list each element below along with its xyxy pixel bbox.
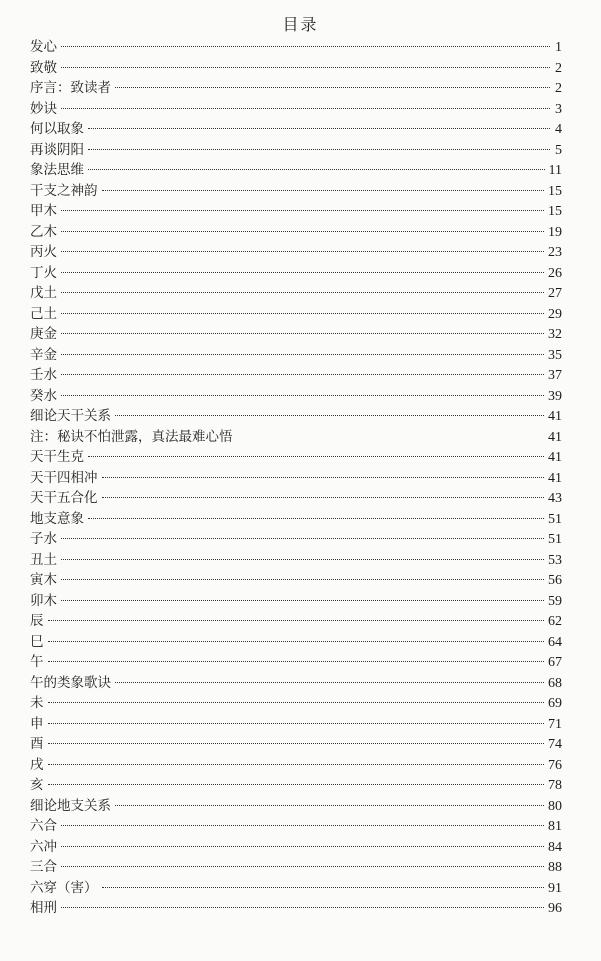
toc-entry-page-number: 62 — [548, 614, 562, 629]
toc-leader-dots — [115, 415, 544, 416]
toc-leader-dots — [61, 272, 544, 273]
toc-entry-page-number: 43 — [548, 491, 562, 506]
toc-entry-page-number: 26 — [548, 265, 562, 281]
toc-entry-label: 丑土 — [30, 551, 57, 568]
toc-entry — [30, 263, 562, 284]
toc-entry-page-number: 59 — [548, 593, 562, 609]
toc-leader-dots — [48, 641, 545, 642]
toc-entry-label: 甲木 — [30, 203, 57, 219]
toc-leader-dots — [61, 866, 544, 867]
toc-leader-dots — [61, 600, 544, 601]
toc-leader-dots — [102, 477, 545, 478]
toc-leader-dots — [61, 395, 544, 396]
toc-entry-label: 细论天干关系 — [30, 408, 111, 424]
toc-entry-label: 申 — [30, 715, 44, 732]
toc-entry-label: 辰 — [30, 613, 44, 629]
toc-entry — [30, 242, 562, 263]
toc-entry — [30, 181, 562, 202]
toc-entry — [30, 99, 562, 120]
toc-entry — [30, 734, 562, 755]
toc-entry — [30, 591, 562, 612]
toc-entry — [30, 37, 562, 58]
toc-entry-label: 寅木 — [30, 572, 57, 588]
toc-leader-dots — [61, 354, 544, 355]
toc-leader-dots — [61, 292, 544, 293]
toc-entry-page-number: 96 — [548, 901, 562, 916]
toc-leader-dots — [48, 743, 545, 744]
toc-leader-dots — [115, 87, 550, 88]
toc-entry-label: 丁火 — [30, 264, 57, 281]
toc-entry-label: 丙火 — [30, 244, 57, 260]
toc-entry — [30, 140, 562, 161]
toc-entry-page-number: 84 — [548, 839, 562, 855]
toc-entry — [30, 283, 562, 304]
toc-leader-dots — [102, 190, 545, 191]
toc-leader-dots — [61, 559, 544, 560]
toc-entry — [30, 509, 562, 530]
toc-leader-dots — [61, 231, 544, 232]
toc-entry-label: 象法思维 — [30, 162, 84, 178]
toc-entry-page-number: 74 — [548, 737, 562, 752]
toc-title: 目录 — [282, 15, 319, 34]
toc-entry-label: 妙诀 — [30, 100, 57, 117]
toc-entry-page-number: 88 — [548, 860, 562, 875]
toc-leader-dots — [61, 825, 544, 826]
toc-leader-dots — [61, 67, 550, 68]
toc-entry — [30, 714, 562, 735]
toc-entry — [30, 570, 562, 591]
toc-entry-label: 干支之神韵 — [30, 182, 98, 199]
toc-leader-dots — [88, 128, 550, 129]
toc-entry — [30, 406, 562, 427]
toc-entry-label: 子水 — [30, 531, 57, 547]
toc-entry-label: 戊土 — [30, 285, 57, 301]
toc-entry-page-number: 76 — [548, 757, 562, 773]
toc-entry-page-number: 11 — [548, 163, 562, 178]
toc-entry-label: 己土 — [30, 305, 57, 322]
toc-entry — [30, 529, 562, 550]
toc-entry — [30, 58, 562, 79]
toc-entry-label: 六合 — [30, 818, 57, 834]
toc-entry-page-number: 68 — [548, 675, 562, 691]
toc-entry-page-number: 41 — [548, 470, 562, 486]
toc-leader-dots — [61, 46, 550, 47]
toc-entry-label: 巳 — [30, 633, 44, 650]
toc-leader-dots — [88, 518, 544, 519]
toc-entry — [30, 632, 562, 653]
toc-entry-page-number: 3 — [555, 101, 562, 117]
toc-leader-dots — [61, 333, 544, 334]
toc-entry-page-number: 41 — [548, 429, 562, 445]
toc-entry — [30, 898, 562, 919]
toc-entry-page-number: 67 — [548, 655, 562, 670]
toc-leader-dots — [48, 784, 545, 785]
toc-leader-dots — [61, 210, 544, 211]
toc-entry — [30, 816, 562, 837]
toc-entry-label: 相刑 — [30, 900, 57, 916]
toc-entry-label: 卯木 — [30, 592, 57, 609]
toc-entry-label: 六冲 — [30, 838, 57, 855]
toc-leader-dots — [61, 108, 550, 109]
toc-entry-page-number: 78 — [548, 778, 562, 793]
toc-entry — [30, 119, 562, 140]
toc-entry-label: 天干生克 — [30, 449, 84, 465]
toc-entry-page-number: 91 — [548, 880, 562, 896]
toc-entry-label: 酉 — [30, 736, 44, 752]
toc-entry-label: 天干四相冲 — [30, 469, 98, 486]
toc-entry-page-number: 32 — [548, 327, 562, 342]
toc-entry — [30, 78, 562, 99]
toc-entry-page-number: 2 — [555, 60, 562, 76]
toc-entry-page-number: 53 — [548, 552, 562, 568]
toc-entry-page-number: 27 — [548, 286, 562, 301]
toc-entry-label: 亥 — [30, 777, 44, 793]
toc-entry — [30, 222, 562, 243]
toc-leader-dots — [48, 723, 545, 724]
toc-entry-label: 辛金 — [30, 346, 57, 363]
toc-leader-dots — [88, 169, 545, 170]
toc-entry-page-number: 69 — [548, 696, 562, 711]
toc-entry-label: 未 — [30, 695, 44, 711]
toc-entry-label: 乙木 — [30, 223, 57, 240]
toc-entry-page-number: 5 — [555, 142, 562, 158]
toc-leader-dots — [48, 620, 545, 621]
toc-entry-page-number: 81 — [548, 819, 562, 834]
toc-entry-label: 细论地支关系 — [30, 797, 111, 814]
toc-entry-label: 癸水 — [30, 387, 57, 404]
toc-leader-dots — [88, 456, 544, 457]
toc-entry-page-number: 64 — [548, 634, 562, 650]
toc-entry-page-number: 2 — [555, 81, 562, 96]
toc-entry — [30, 345, 562, 366]
toc-entry-page-number: 29 — [548, 306, 562, 322]
toc-entry-page-number: 51 — [548, 511, 562, 527]
toc-leader-dots — [48, 702, 545, 703]
toc-entry — [30, 550, 562, 571]
toc-entry — [30, 837, 562, 858]
toc-entry-label: 序言：致读者 — [30, 80, 111, 96]
toc-entry — [30, 755, 562, 776]
toc-leader-dots — [61, 251, 544, 252]
toc-entry-page-number: 19 — [548, 224, 562, 240]
toc-leader-dots — [61, 313, 544, 314]
toc-entry-label: 三合 — [30, 859, 57, 875]
toc-entry-label: 庚金 — [30, 326, 57, 342]
toc-entry-label: 午的类象歌诀 — [30, 674, 111, 691]
toc-entry — [30, 796, 562, 817]
toc-entry-label: 戌 — [30, 756, 44, 773]
toc-leader-dots — [115, 682, 544, 683]
toc-entry-page-number: 41 — [548, 450, 562, 465]
toc-entry-label: 六穿（害） — [30, 879, 98, 896]
toc-entry — [30, 488, 562, 509]
toc-entry-label: 壬水 — [30, 367, 57, 383]
toc-entry-page-number: 51 — [548, 532, 562, 547]
toc-entry — [30, 673, 562, 694]
toc-leader-dots — [102, 497, 545, 498]
toc-entry — [30, 304, 562, 325]
toc-entry-page-number: 56 — [548, 573, 562, 588]
toc-leader-dots — [88, 149, 550, 150]
toc-entry-label: 地支意象 — [30, 510, 84, 527]
toc-entry-page-number: 4 — [555, 122, 562, 137]
toc-entry-page-number: 35 — [548, 347, 562, 363]
toc-leader-dots — [61, 538, 544, 539]
toc-entry — [30, 611, 562, 632]
toc-entry-label: 致敬 — [30, 59, 57, 76]
toc-entry-page-number: 41 — [548, 409, 562, 424]
toc-leader-dots — [115, 805, 544, 806]
toc-entry-label: 午 — [30, 654, 44, 670]
toc-entry — [30, 468, 562, 489]
toc-entry-page-number: 23 — [548, 245, 562, 260]
toc-entry — [30, 775, 562, 796]
toc-list — [30, 37, 562, 919]
toc-leader-dots — [48, 661, 545, 662]
toc-entry — [30, 160, 562, 181]
toc-entry-label: 再谈阴阳 — [30, 141, 84, 158]
toc-entry-page-number: 80 — [548, 798, 562, 814]
toc-entry-page-number: 1 — [555, 40, 562, 55]
toc-leader-dots — [61, 907, 544, 908]
toc-entry — [30, 447, 562, 468]
toc-leader-dots — [48, 764, 545, 765]
toc-leader-dots — [61, 846, 544, 847]
toc-leader-dots — [61, 374, 544, 375]
toc-entry — [30, 324, 562, 345]
toc-entry — [30, 693, 562, 714]
toc-entry-page-number: 15 — [548, 204, 562, 219]
toc-leader-dots — [102, 887, 545, 888]
toc-entry-page-number: 71 — [548, 716, 562, 732]
toc-entry-label: 注：秘诀不怕泄露，真法最难心悟 — [30, 428, 233, 445]
toc-entry-page-number: 39 — [548, 388, 562, 404]
toc-entry — [30, 365, 562, 386]
toc-entry — [30, 652, 562, 673]
toc-entry — [30, 878, 562, 899]
toc-entry-page-number: 37 — [548, 368, 562, 383]
toc-entry — [30, 427, 562, 448]
toc-entry-label: 何以取象 — [30, 121, 84, 137]
toc-leader-dots — [61, 579, 544, 580]
toc-entry — [30, 857, 562, 878]
toc-entry — [30, 386, 562, 407]
toc-entry — [30, 201, 562, 222]
toc-entry-page-number: 15 — [548, 183, 562, 199]
toc-entry-label: 发心 — [30, 39, 57, 55]
toc-entry-label: 天干五合化 — [30, 490, 98, 506]
